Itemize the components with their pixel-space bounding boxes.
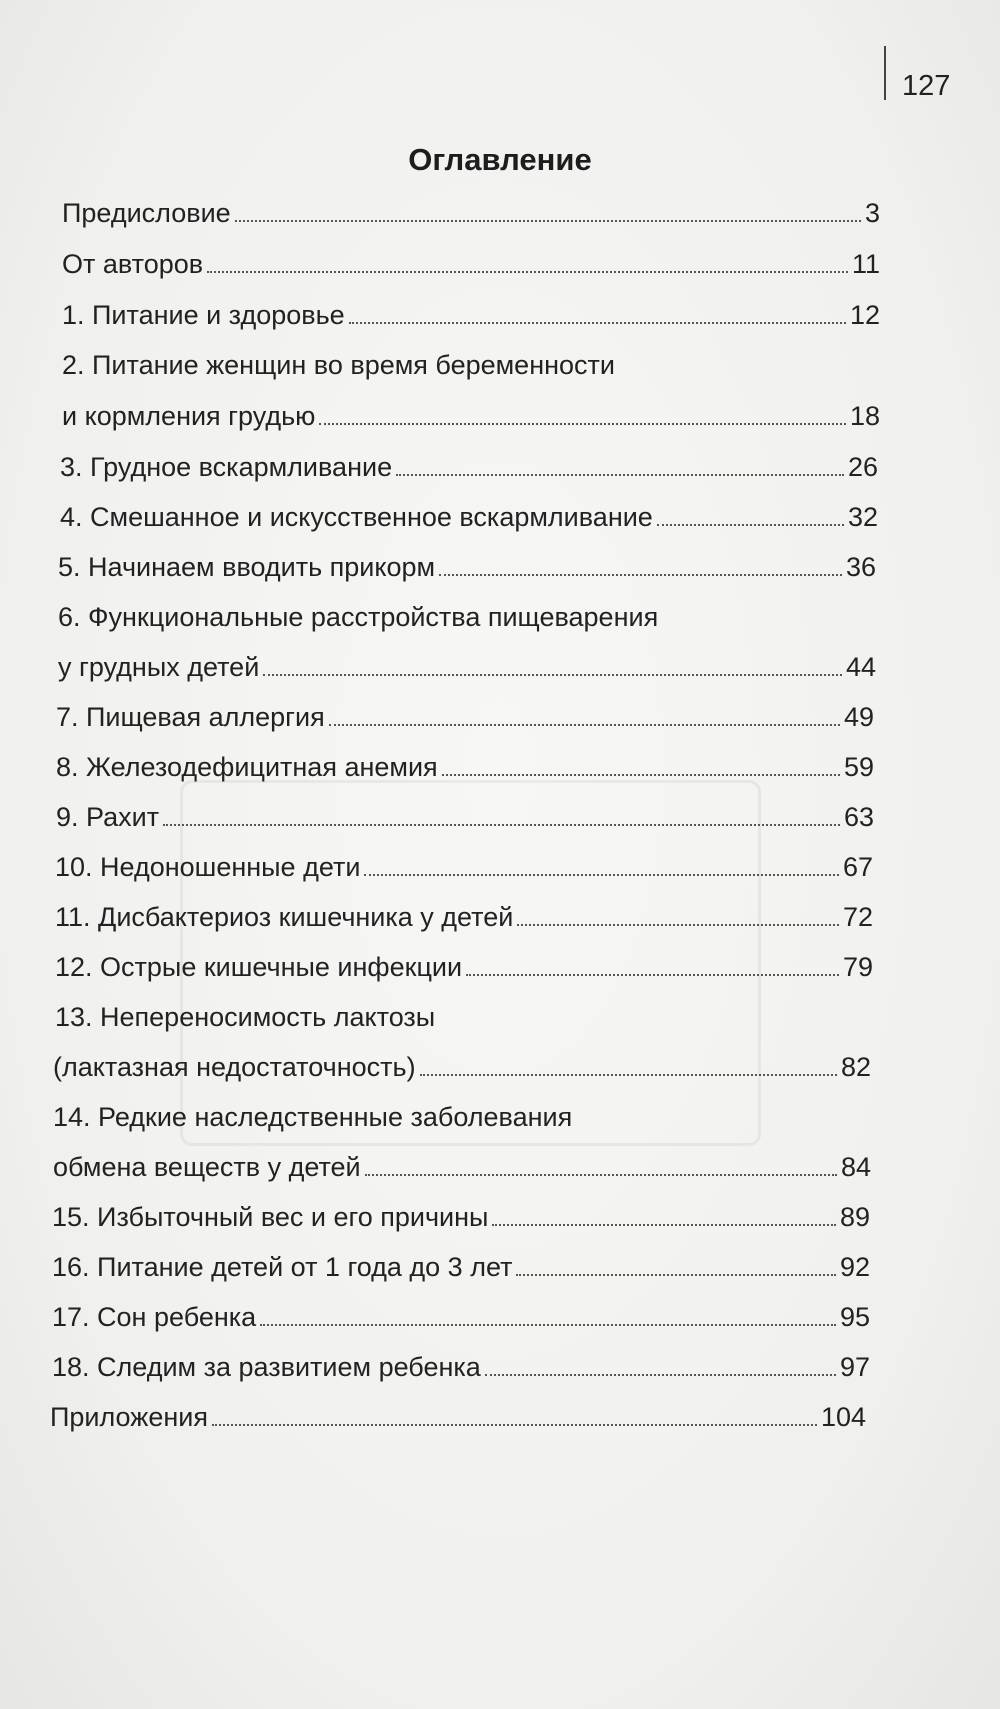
- toc-entry-page: 89: [839, 1202, 870, 1232]
- dot-leader: [260, 1324, 836, 1326]
- toc-entry-label: 18. Следим за развитием ребенка: [52, 1352, 481, 1382]
- toc-entry: [55, 900, 873, 934]
- dot-leader: [517, 924, 839, 926]
- toc-entry: [62, 196, 880, 230]
- toc-entry: [58, 550, 876, 584]
- dot-leader: [235, 220, 861, 222]
- toc-entry: [62, 298, 880, 332]
- dot-leader: [442, 774, 840, 776]
- toc-entry-page: 63: [843, 802, 874, 832]
- toc-entry: [62, 247, 880, 281]
- dot-leader: [365, 1174, 837, 1176]
- toc-entry-label: у грудных детей: [58, 652, 260, 682]
- toc-entry-label: и кормления грудью: [62, 401, 316, 431]
- toc-entry-label: обмена веществ у детей: [53, 1152, 361, 1182]
- toc-entry-first-line: 2. Питание женщин во время беременности: [62, 350, 615, 380]
- toc-entry: [52, 1350, 870, 1384]
- toc-entry-page: 97: [839, 1352, 870, 1382]
- page-number: 127: [902, 70, 951, 102]
- toc-entry: [53, 1050, 871, 1084]
- toc-entry-page: 84: [840, 1152, 871, 1182]
- toc-entry-page: 92: [839, 1252, 870, 1282]
- toc-entry: [56, 800, 874, 834]
- toc-entry-page: 18: [849, 401, 880, 431]
- toc-entry-page: 104: [820, 1402, 866, 1432]
- dot-leader: [466, 974, 839, 976]
- toc-entry: [52, 1300, 870, 1334]
- toc-entry-first-line: 6. Функциональные расстройства пищеварения: [58, 602, 659, 632]
- dot-leader: [329, 724, 840, 726]
- toc-entry-page: 36: [845, 552, 876, 582]
- toc-entry: [60, 450, 878, 484]
- dot-leader: [207, 271, 848, 273]
- toc-entry-first-line: 13. Непереносимость лактозы: [55, 1002, 436, 1032]
- toc-entry-page: 95: [839, 1302, 870, 1332]
- toc-entry-label: 5. Начинаем вводить прикорм: [58, 552, 436, 582]
- toc-entry-page: 49: [843, 702, 874, 732]
- toc-entry-page: 3: [864, 198, 880, 228]
- toc-entry-page: 44: [845, 652, 876, 682]
- toc-entry: [56, 700, 874, 734]
- toc-entry-page: 12: [849, 300, 880, 330]
- toc-entry-label: Предисловие: [62, 198, 231, 228]
- toc-entry-label: 12. Острые кишечные инфекции: [55, 952, 463, 982]
- dot-leader: [485, 1374, 836, 1376]
- toc-entry-label: 10. Недоношенные дети: [55, 852, 361, 882]
- dot-leader: [439, 574, 842, 576]
- toc-entry-page: 79: [842, 952, 873, 982]
- toc-entry-label: 17. Сон ребенка: [52, 1302, 257, 1332]
- toc-entry-label: (лактазная недостаточность): [53, 1052, 416, 1082]
- toc-entry-page: 59: [843, 752, 874, 782]
- toc-entry: [56, 750, 874, 784]
- dot-leader: [364, 874, 839, 876]
- toc-entry-label: 1. Питание и здоровье: [62, 300, 345, 330]
- toc-entry-label: 9. Рахит: [56, 802, 160, 832]
- toc-entry-label: От авторов: [62, 249, 204, 279]
- toc-entry-label: Приложения: [50, 1402, 208, 1432]
- dot-leader: [516, 1274, 836, 1276]
- toc-entry-label: 16. Питание детей от 1 года до 3 лет: [52, 1252, 513, 1282]
- toc-entry-page: 26: [847, 452, 878, 482]
- toc-entry: [55, 850, 873, 884]
- toc-entry-page: 67: [842, 852, 873, 882]
- toc-entry-label: 3. Грудное вскармливание: [60, 452, 393, 482]
- toc-entry-label: 7. Пищевая аллергия: [56, 702, 325, 732]
- toc-entry-label: 4. Смешанное и искусственное вскармливание: [60, 502, 653, 532]
- toc-entry: [52, 1250, 870, 1284]
- dot-leader: [492, 1224, 835, 1226]
- toc-entry: [50, 1400, 866, 1434]
- dot-leader: [263, 674, 842, 676]
- toc-entry-page: 82: [840, 1052, 871, 1082]
- toc-entry: [62, 399, 880, 433]
- toc-entry: [58, 650, 876, 684]
- dot-leader: [349, 322, 846, 324]
- toc-entry-page: 72: [842, 902, 873, 932]
- dot-leader: [319, 423, 846, 425]
- toc-entry-label: 15. Избыточный вес и его причины: [52, 1202, 489, 1232]
- dot-leader: [657, 524, 844, 526]
- toc-entry-label: 11. Дисбактериоз кишечника у детей: [55, 902, 514, 932]
- toc-title: Оглавление: [408, 142, 592, 177]
- toc-entry-label: 8. Железодефицитная анемия: [56, 752, 438, 782]
- toc-entry-first-line: 14. Редкие наследственные заболевания: [53, 1102, 573, 1132]
- dot-leader: [212, 1424, 817, 1426]
- toc-entry: [53, 1150, 871, 1184]
- toc-entry: [60, 500, 878, 534]
- dot-leader: [396, 474, 844, 476]
- toc-entry: [52, 1200, 870, 1234]
- toc-entry-page: 11: [851, 249, 880, 279]
- toc-entry-page: 32: [847, 502, 878, 532]
- toc-entry: [55, 950, 873, 984]
- dot-leader: [163, 824, 840, 826]
- dot-leader: [420, 1074, 837, 1076]
